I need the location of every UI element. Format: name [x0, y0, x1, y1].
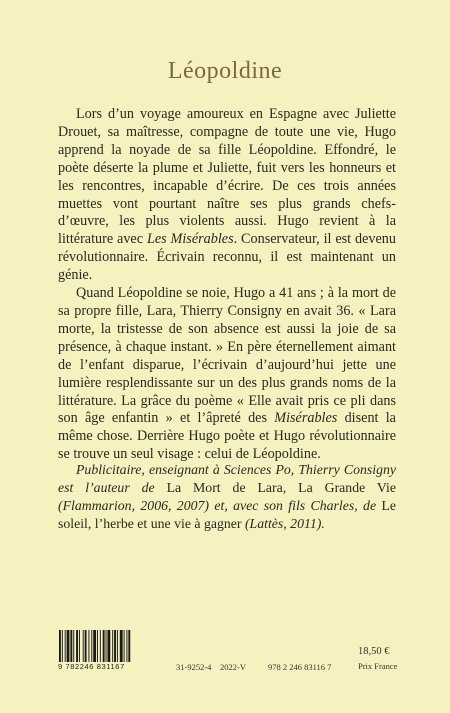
bio-book-title: Le soleil, l’herbe et une vie à gagner	[58, 497, 396, 531]
book-title: Léopoldine	[167, 58, 283, 84]
bio-text: (Flammarion, 2006, 2007) et, avec son fils Charles, de	[58, 497, 382, 513]
paragraph-text: Quand Léopoldine se noie, Hugo a 41 ans ; à la mort de sa propre fille, Lara, Thierry Consigny en avait 36. « Lara morte, la tristesse de son absence est aussi la joie de sa présence, à chaque instant. » En père éternellement aimant de l’enfant disparue, l’écrivain d’aujourd’hui jette une lumière resplendissante sur un des plus grands noms de la littérature. La grâce du poème « Elle avait pris ce pli dans son âge enfantin » et l’âpreté des	[58, 285, 396, 427]
price-label: Prix France	[358, 661, 398, 671]
barcode-digits: 9 782246 831167	[58, 662, 125, 671]
synopsis-paragraph-2	[58, 285, 396, 464]
author-bio	[58, 461, 396, 533]
bio-text: (Lattès, 2011).	[241, 515, 325, 531]
italic-title: Misérables	[274, 410, 338, 427]
synopsis-paragraph-1	[58, 106, 396, 285]
paragraph-text: . Conservateur, il est devenu révolutionnaire. Écrivain reconnu, il est maintenant un génie.	[58, 231, 396, 284]
code-2: 2022-V	[220, 662, 246, 672]
isbn-number: 978 2 246 83116 7	[268, 662, 332, 672]
bio-book-title: La Mort de Lara	[166, 479, 283, 495]
bio-text: Publicitaire, enseignant à Sciences Po, Thierry Consigny est l’auteur de	[58, 462, 396, 495]
paragraph-text: disent la même chose. Derrière Hugo poète et Hugo révolutionnaire se trouve un seul visage : celui de Léopoldine.	[58, 410, 396, 463]
paragraph-text: Lors d’un voyage amoureux en Espagne avec Juliette Drouet, sa maîtresse, compagne de toute une vie, Hugo apprend la noyade de sa fille Léopoldine. Effondré, le poète déserte la plume et Juliette, fuit vers les honneurs et les rencontres, incapable d’écrire. De ces trois années muettes vont pourtant naître ses plus grands chefs-d’œuvre, les plus violents aussi. Hugo revient à la littérature avec	[58, 106, 396, 248]
bio-text: ,	[282, 479, 299, 495]
synopsis	[58, 106, 396, 464]
bio-book-title: La Grande Vie	[298, 479, 396, 495]
italic-title: Les Misérables	[146, 231, 234, 248]
code-1: 31-9252-4	[176, 662, 212, 672]
price: 18,50 €	[358, 646, 390, 657]
